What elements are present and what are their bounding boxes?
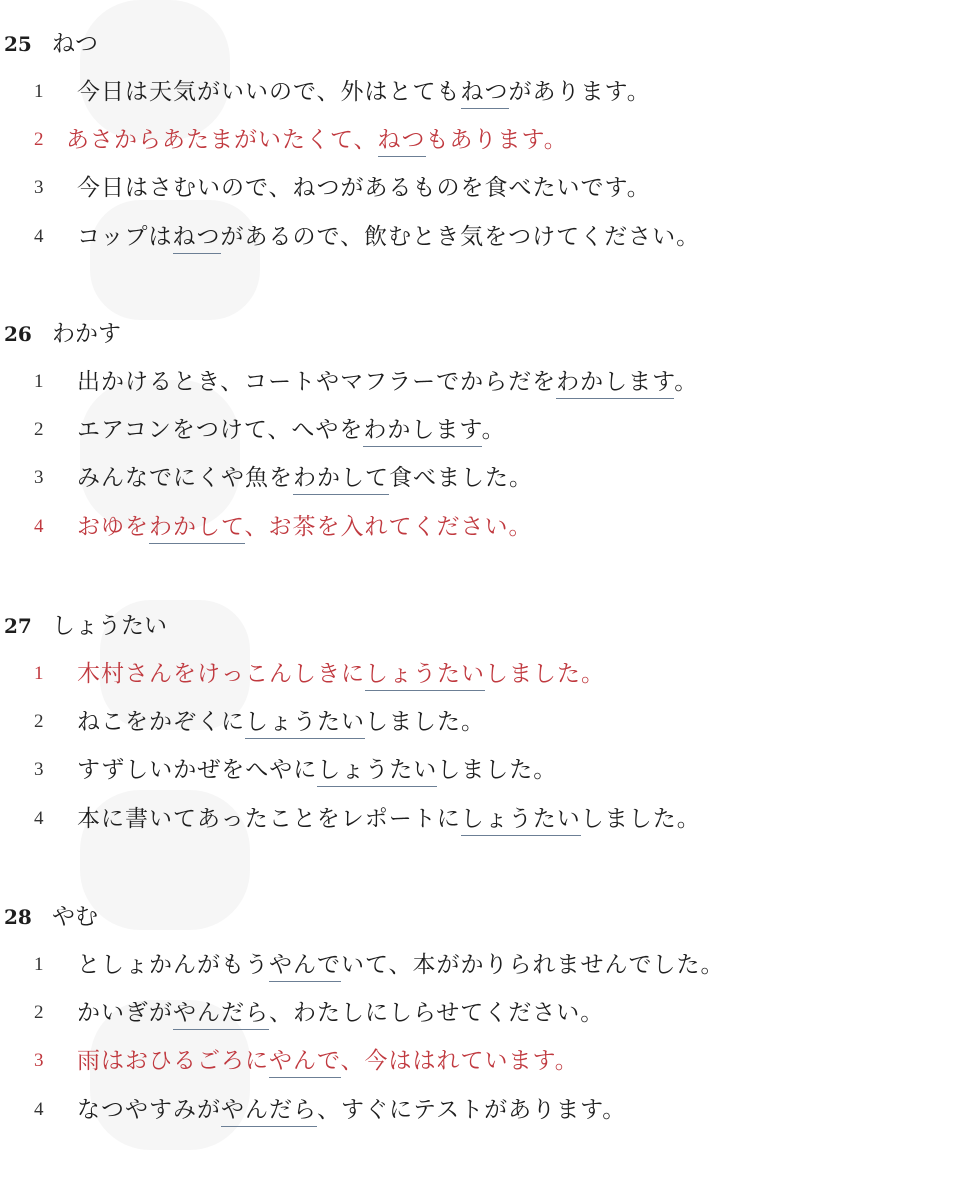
question-number: 28 [4, 905, 32, 929]
option-number: 1 [34, 954, 44, 975]
question-number: 27 [4, 614, 32, 638]
question-word: しょうたい [52, 613, 167, 639]
option-sentence [66, 120, 568, 160]
question-word: やむ [52, 904, 98, 930]
sentence-after: 、すぐにテストがあります。 [317, 1097, 627, 1123]
option-number: 1 [34, 371, 44, 392]
sentence-before: エアコンをつけて、へやを [77, 417, 364, 443]
sentence-after: いて、本がかりられませんでした。 [341, 952, 725, 978]
target-word: わかします [363, 417, 481, 447]
question-word: ねつ [52, 31, 98, 57]
option-sentence [77, 362, 698, 402]
option-sentence [77, 799, 701, 839]
option-number: 4 [34, 516, 44, 537]
question-number: 25 [4, 32, 32, 56]
option-number: 3 [34, 1050, 44, 1071]
sentence-after: 。 [481, 417, 506, 443]
target-word: ねつ [461, 79, 509, 109]
question-word: わかす [52, 321, 121, 347]
sentence-before: 今日はさむいので、ねつがあるものを食べたいです。 [77, 175, 651, 201]
option-number: 1 [34, 663, 44, 684]
option-sentence [77, 702, 485, 742]
option-sentence [77, 458, 533, 498]
sentence-before: としょかんがもう [77, 952, 269, 978]
option-sentence [77, 993, 604, 1033]
sentence-after: しました。 [485, 661, 605, 687]
sentence-after: があるので、飲むとき気をつけてください。 [220, 224, 701, 250]
sentence-after: 食べました。 [389, 465, 533, 491]
option-number: 4 [34, 1099, 44, 1120]
option-number: 2 [34, 419, 44, 440]
sentence-after: しました。 [580, 806, 701, 832]
target-word: ねつ [378, 127, 426, 157]
option-sentence [77, 168, 651, 208]
target-word: しょうたい [317, 757, 437, 787]
target-word: やんで [269, 1048, 341, 1078]
option-sentence [77, 750, 557, 790]
sentence-before: コップは [77, 224, 173, 250]
sentence-before: みんなでにくや魚を [77, 465, 293, 491]
sentence-after: 、わたしにしらせてください。 [269, 1000, 605, 1026]
target-word: しょうたい [245, 709, 365, 739]
sentence-after: しました。 [437, 757, 558, 783]
option-sentence [77, 654, 605, 694]
option-number: 3 [34, 177, 44, 198]
sentence-before: 木村さんをけっこんしきに [77, 661, 365, 687]
option-number: 2 [34, 711, 44, 732]
option-sentence [77, 1041, 579, 1081]
option-sentence [77, 507, 533, 547]
sentence-after: 、今ははれています。 [340, 1048, 579, 1074]
sentence-before: 出かけるとき、コートやマフラーでからだを [77, 369, 557, 395]
sentence-before: 今日は天気がいいので、外はとても [77, 79, 461, 105]
option-number: 3 [34, 467, 44, 488]
sentence-after: 。 [674, 369, 699, 395]
target-word: わかします [556, 369, 674, 399]
option-number: 4 [34, 808, 44, 829]
target-word: しょうたい [365, 661, 485, 691]
sentence-before: ねこをかぞくに [77, 709, 245, 735]
sentence-before: なつやすみが [77, 1097, 221, 1123]
question-number: 26 [4, 322, 32, 346]
option-sentence [77, 72, 651, 112]
option-number: 4 [34, 226, 44, 247]
option-number: 1 [34, 81, 44, 102]
target-word: わかして [293, 465, 389, 495]
sentence-after: 、お茶を入れてください。 [244, 514, 533, 540]
sentence-before: 雨はおひるごろに [77, 1048, 269, 1074]
option-number: 2 [34, 129, 44, 150]
target-word: やんで [269, 952, 341, 982]
target-word: やんだら [221, 1097, 317, 1127]
target-word: わかして [149, 514, 245, 544]
option-sentence [77, 217, 700, 257]
sentence-before: かいぎが [77, 1000, 173, 1026]
sentence-before: おゆを [77, 514, 149, 540]
sentence-before: すずしいかぜをへやに [77, 757, 318, 783]
sentence-after: しました。 [365, 709, 485, 735]
option-sentence [77, 945, 725, 985]
option-number: 2 [34, 1002, 44, 1023]
target-word: やんだら [173, 1000, 269, 1030]
option-sentence [77, 1090, 626, 1130]
sentence-before: 本に書いてあったことをレポートに [77, 806, 461, 832]
sentence-before: あさからあたまがいたくて、 [66, 127, 378, 153]
option-sentence [77, 410, 506, 450]
sentence-after: があります。 [508, 79, 651, 105]
sentence-after: もあります。 [425, 127, 568, 153]
target-word: ねつ [173, 224, 221, 254]
option-number: 3 [34, 759, 44, 780]
target-word: しょうたい [461, 806, 581, 836]
